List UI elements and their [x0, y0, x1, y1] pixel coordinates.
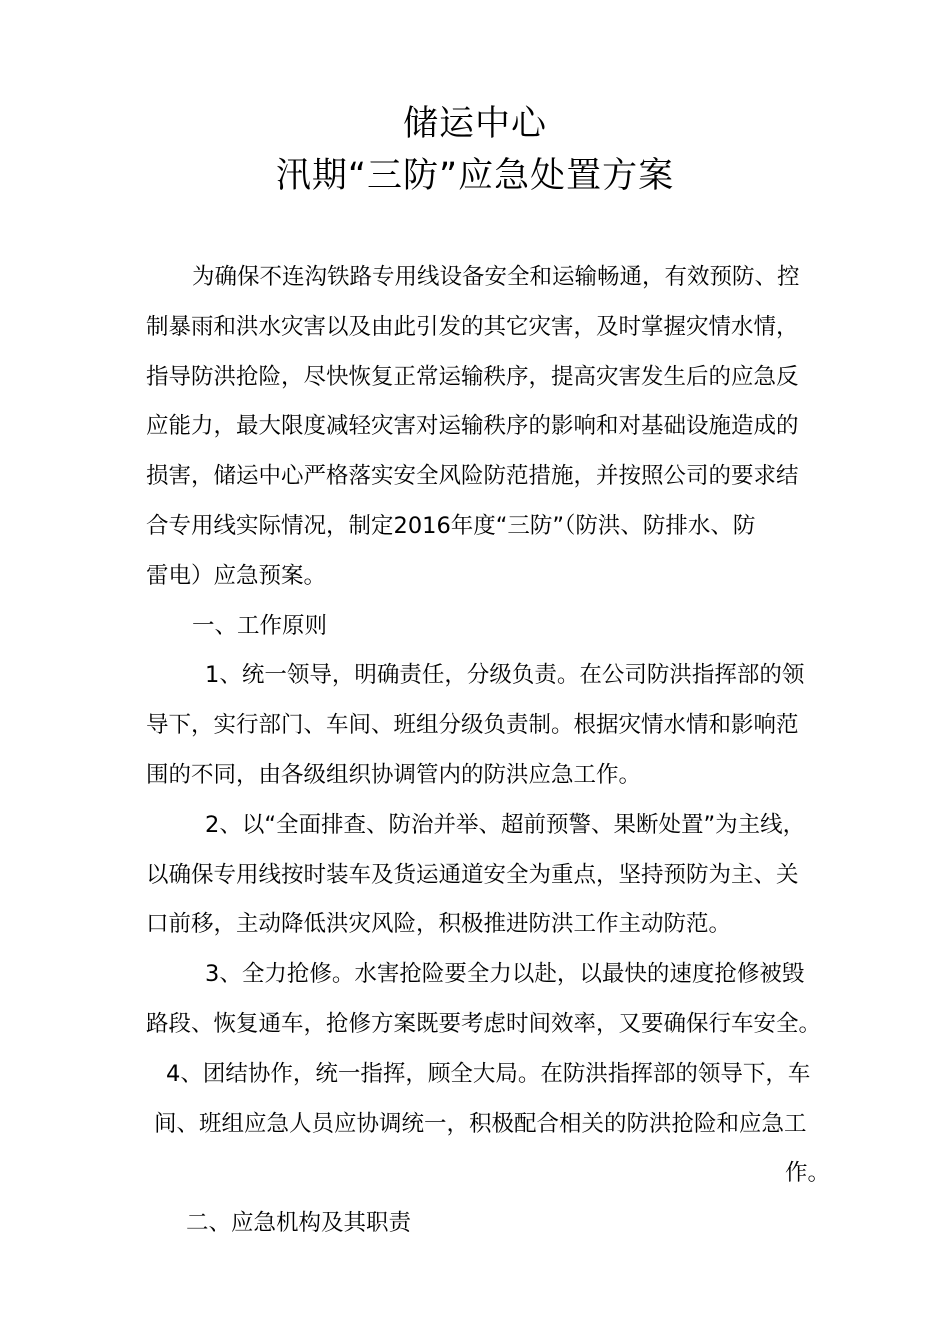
- body-line-6: 合专用线实际情况，制定2016年度“三防”（防洪、防排水、防: [146, 513, 756, 539]
- body-line-19: 作。: [785, 1160, 831, 1186]
- body-line-5: 损害，储运中心严格落实安全风险防范措施，并按照公司的要求结: [146, 463, 799, 489]
- body-line-9: 1、统一领导，明确责任，分级负责。在公司防洪指挥部的领: [205, 662, 805, 688]
- section-heading-2: 二、应急机构及其职责: [186, 1210, 412, 1236]
- document-title-line-2: 汛期“三防”应急处置方案: [275, 156, 675, 196]
- body-line-11: 围的不同，由各级组织协调管内的防洪应急工作。: [146, 762, 642, 788]
- body-line-12: 2、以“全面排查、防治并举、超前预警、果断处置”为主线，: [205, 812, 806, 838]
- body-line-14: 口前移，主动降低洪灾风险，积极推进防洪工作主动防范。: [146, 911, 732, 937]
- body-line-3: 指导防洪抢险，尽快恢复正常运输秩序，提高灾害发生后的应急反: [146, 364, 799, 390]
- body-line-18: 间、班组应急人员应协调统一，积极配合相关的防洪抢险和应急工: [154, 1111, 807, 1137]
- body-line-2: 制暴雨和洪水灾害以及由此引发的其它灾害，及时掌握灾情水情，: [146, 314, 799, 340]
- body-line-17: 4、团结协作，统一指挥，顾全大局。在防洪指挥部的领导下，车: [166, 1061, 811, 1087]
- document-title-line-1: 储运中心: [402, 104, 547, 144]
- body-line-10: 导下，实行部门、车间、班组分级负责制。根据灾情水情和影响范: [146, 712, 799, 738]
- body-line-4: 应能力，最大限度减轻灾害对运输秩序的影响和对基础设施造成的: [146, 413, 799, 439]
- body-line-1: 为确保不连沟铁路专用线设备安全和运输畅通，有效预防、控: [192, 264, 800, 290]
- body-line-7: 雷电）应急预案。: [146, 563, 327, 589]
- body-line-16: 路段、恢复通车，抢修方案既要考虑时间效率，又要确保行车安全。: [146, 1011, 822, 1037]
- section-heading-1: 一、工作原则: [192, 613, 328, 639]
- body-line-15: 3、全力抢修。水害抢险要全力以赴，以最快的速度抢修被毁: [205, 961, 805, 987]
- body-line-13: 以确保专用线按时装车及货运通道安全为重点，坚持预防为主、关: [146, 862, 799, 888]
